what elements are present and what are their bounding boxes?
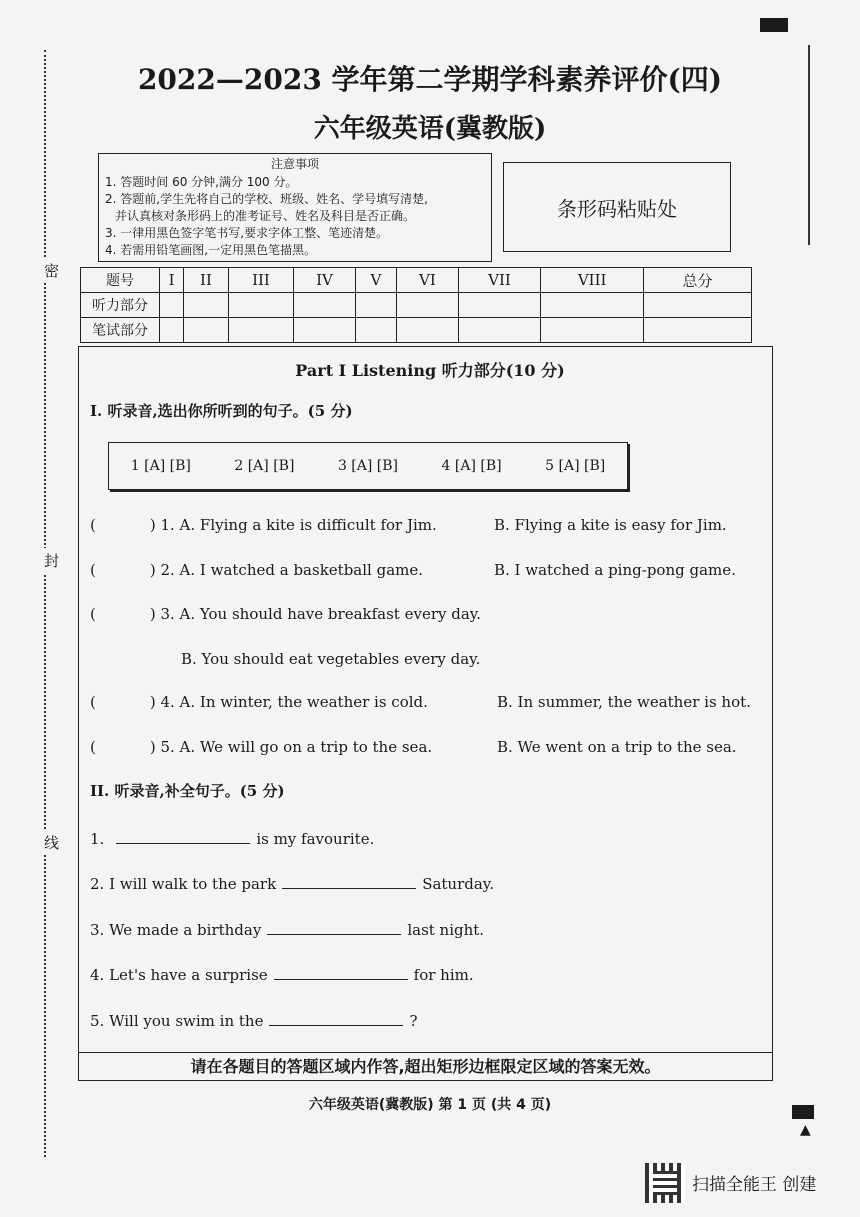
margin-char-seal: 密 bbox=[44, 258, 59, 283]
barcode-area: 条形码粘贴处 bbox=[503, 162, 731, 252]
fill-text: 4. Let's have a surprise bbox=[90, 966, 268, 984]
notice-heading: 注意事项 bbox=[270, 157, 319, 171]
fill-text: Saturday. bbox=[422, 875, 495, 893]
score-cell[interactable] bbox=[294, 293, 356, 318]
question-option-a: ) 3. A. You should have breakfast every day. bbox=[149, 605, 482, 623]
question-2 bbox=[90, 561, 423, 579]
header-cell: V bbox=[355, 268, 396, 293]
score-cell[interactable] bbox=[644, 293, 752, 318]
fill-text: 2. I will walk to the park bbox=[90, 875, 277, 893]
header-cell: 总分 bbox=[644, 268, 752, 293]
fill-text: ? bbox=[409, 1012, 418, 1030]
arrow-up-icon: ▲ bbox=[800, 1122, 811, 1138]
answer-paren-open[interactable]: ( bbox=[90, 561, 96, 579]
part1-heading: Part I Listening 听力部分(10 分) bbox=[295, 361, 565, 380]
score-cell[interactable] bbox=[184, 318, 229, 343]
fill-text: 1. bbox=[90, 830, 105, 848]
fill-text: is my favourite. bbox=[256, 830, 375, 848]
fill-blank[interactable] bbox=[282, 874, 416, 889]
score-cell[interactable] bbox=[458, 318, 540, 343]
answer-paren-open[interactable]: ( bbox=[90, 738, 96, 756]
header-cell: VI bbox=[397, 268, 459, 293]
exam-subtitle: 六年级英语(冀教版) bbox=[313, 114, 547, 144]
score-cell[interactable] bbox=[228, 293, 293, 318]
header-cell: I bbox=[160, 268, 184, 293]
qr-code-icon bbox=[645, 1163, 685, 1203]
score-cell[interactable] bbox=[644, 318, 752, 343]
exam-title: 2022—2023 学年第二学期学科素养评价(四) bbox=[137, 63, 723, 96]
header-cell: VII bbox=[458, 268, 540, 293]
header-cell: VIII bbox=[541, 268, 644, 293]
row-label: 笔试部分 bbox=[81, 318, 160, 343]
answer-paren-open[interactable]: ( bbox=[90, 605, 96, 623]
fill-blank[interactable] bbox=[269, 1011, 403, 1026]
notice-item: 1. 答题时间 60 分钟,满分 100 分。 bbox=[105, 175, 298, 189]
answer-option[interactable]: 5 [A] [B] bbox=[545, 458, 606, 474]
question-option-a: ) 2. A. I watched a basketball game. bbox=[149, 561, 424, 579]
answer-option[interactable]: 1 [A] [B] bbox=[130, 458, 191, 474]
score-row-writing bbox=[81, 318, 752, 343]
section1-title: I. 听录音,选出你所听到的句子。(5 分) bbox=[90, 402, 353, 420]
score-cell[interactable] bbox=[397, 318, 459, 343]
fill-item-1 bbox=[90, 829, 374, 848]
question-option-b: B. We went on a trip to the sea. bbox=[497, 738, 737, 756]
row-label: 听力部分 bbox=[81, 293, 160, 318]
fill-item-4 bbox=[90, 965, 474, 984]
fill-blank[interactable] bbox=[274, 965, 408, 980]
answer-option[interactable]: 3 [A] [B] bbox=[337, 458, 399, 474]
fill-text: 3. We made a birthday bbox=[90, 921, 262, 939]
answer-paren-open[interactable]: ( bbox=[90, 516, 96, 534]
question-option-a: ) 1. A. Flying a kite is difficult for Jim. bbox=[149, 516, 437, 534]
answer-option-box bbox=[108, 442, 628, 490]
score-row-listening bbox=[81, 293, 752, 318]
corner-mark bbox=[760, 18, 788, 32]
answer-option[interactable]: 2 [A] [B] bbox=[234, 458, 295, 474]
score-cell[interactable] bbox=[355, 318, 396, 343]
fill-blank[interactable] bbox=[116, 829, 250, 844]
margin-char-seal: 封 bbox=[44, 548, 59, 573]
question-3 bbox=[90, 605, 481, 623]
score-cell[interactable] bbox=[541, 318, 644, 343]
notice-item: 2. 答题前,学生先将自己的学校、班级、姓名、学号填写清楚, bbox=[105, 192, 428, 206]
notice-item: 3. 一律用黑色签字笔书写,要求字体工整、笔迹清楚。 bbox=[105, 226, 389, 240]
score-table-header bbox=[81, 268, 752, 293]
fill-text: for him. bbox=[413, 966, 474, 984]
score-cell[interactable] bbox=[458, 293, 540, 318]
question-option-b: B. Flying a kite is easy for Jim. bbox=[494, 516, 727, 534]
score-cell[interactable] bbox=[184, 293, 229, 318]
score-cell[interactable] bbox=[294, 318, 356, 343]
notice-item: 并认真核对条形码上的准考证号、姓名及科目是否正确。 bbox=[115, 209, 416, 223]
margin-char-line: 线 bbox=[44, 830, 59, 855]
binding-dotted-line bbox=[44, 50, 46, 1157]
score-table bbox=[80, 267, 752, 343]
fill-text: 5. Will you swim in the bbox=[90, 1012, 264, 1030]
warning-divider bbox=[78, 1052, 773, 1053]
score-cell[interactable] bbox=[160, 293, 184, 318]
score-cell[interactable] bbox=[228, 318, 293, 343]
question-5 bbox=[90, 738, 432, 756]
question-1 bbox=[90, 516, 437, 534]
question-option-b: B. You should eat vegetables every day. bbox=[181, 650, 481, 668]
header-cell: 题号 bbox=[81, 268, 160, 293]
answer-paren-open[interactable]: ( bbox=[90, 693, 96, 711]
question-option-a: ) 5. A. We will go on a trip to the sea. bbox=[149, 738, 433, 756]
fill-item-3 bbox=[90, 920, 484, 939]
question-option-a: ) 4. A. In winter, the weather is cold. bbox=[149, 693, 428, 711]
answer-option[interactable]: 4 [A] [B] bbox=[441, 458, 502, 474]
notice-item: 4. 若需用铅笔画图,一定用黑色笔描黑。 bbox=[105, 243, 317, 257]
answer-area-warning: 请在各题目的答题区域内作答,超出矩形边框限定区域的答案无效。 bbox=[190, 1057, 661, 1076]
score-cell[interactable] bbox=[541, 293, 644, 318]
header-cell: II bbox=[184, 268, 229, 293]
fill-item-2 bbox=[90, 874, 494, 893]
header-cell: IV bbox=[294, 268, 356, 293]
scanner-watermark: 扫描全能王 创建 bbox=[692, 1175, 817, 1195]
header-cell: III bbox=[228, 268, 293, 293]
question-option-b: B. In summer, the weather is hot. bbox=[497, 693, 751, 711]
section2-title: II. 听录音,补全句子。(5 分) bbox=[90, 782, 285, 800]
question-option-b: B. I watched a ping-pong game. bbox=[494, 561, 736, 579]
page-footer: 六年级英语(冀教版) 第 1 页 (共 4 页) bbox=[308, 1097, 552, 1113]
fill-item-5 bbox=[90, 1011, 418, 1030]
fill-text: last night. bbox=[407, 921, 485, 939]
question-4 bbox=[90, 693, 428, 711]
fill-blank[interactable] bbox=[267, 920, 401, 935]
score-cell[interactable] bbox=[397, 293, 459, 318]
score-cell[interactable] bbox=[355, 293, 396, 318]
notice-box bbox=[98, 153, 492, 262]
score-cell[interactable] bbox=[160, 318, 184, 343]
